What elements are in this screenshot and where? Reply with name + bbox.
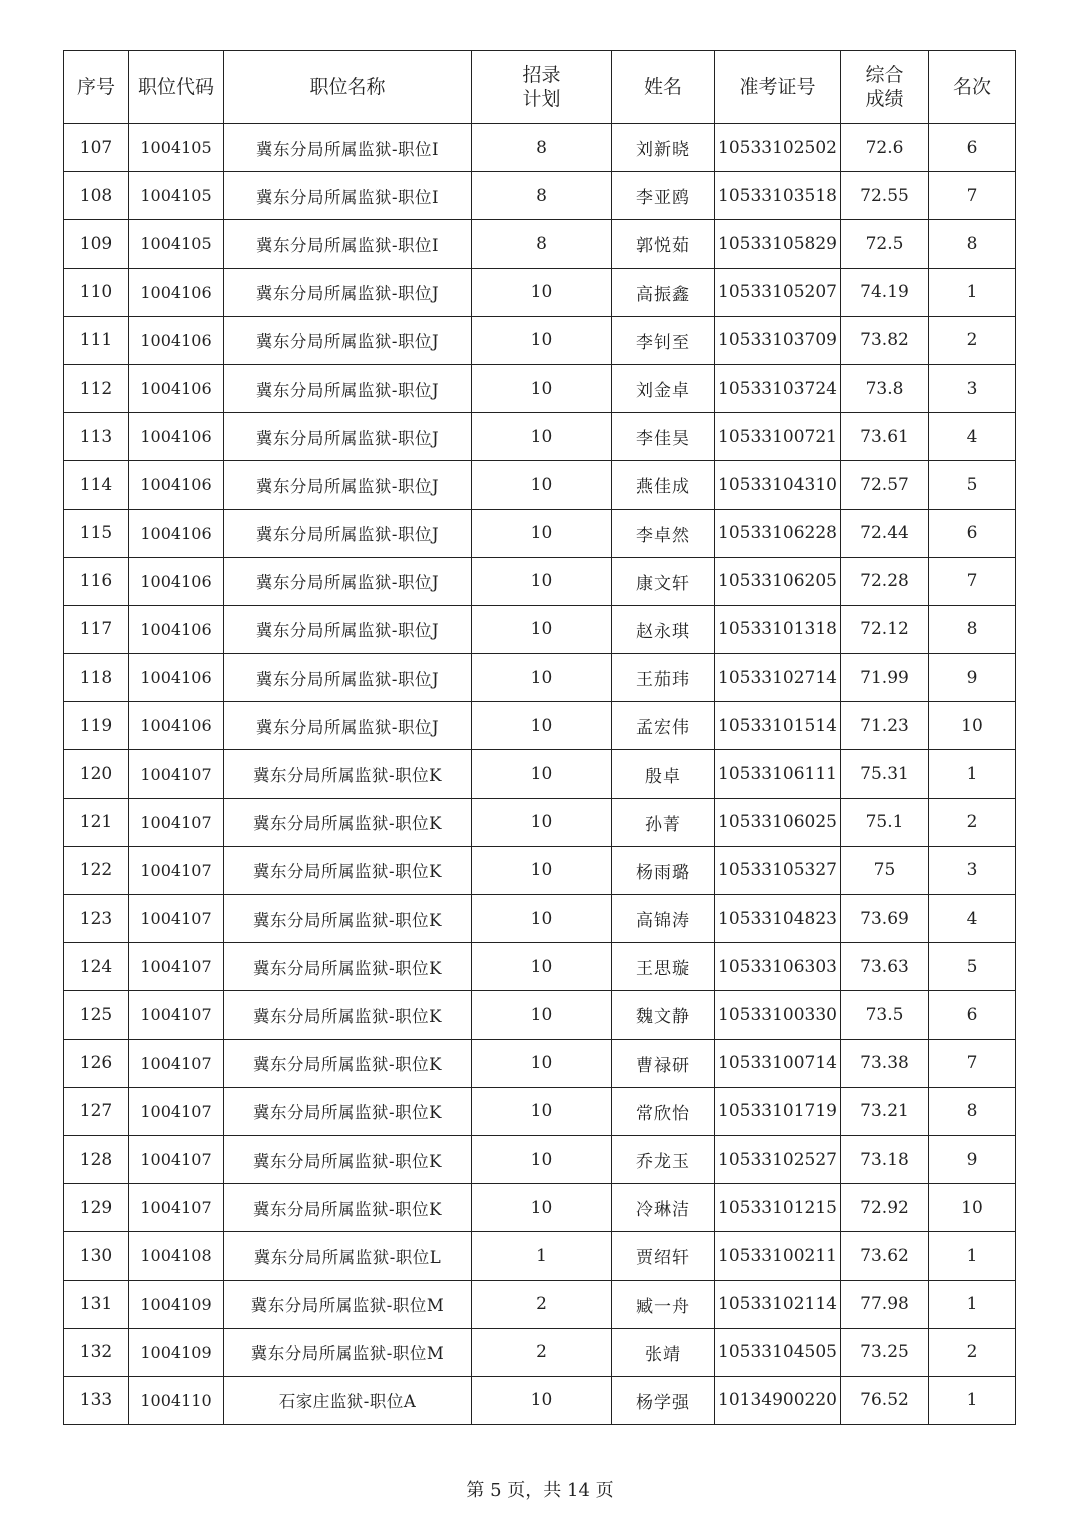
cell-total-score: 72.57 <box>841 461 929 509</box>
cell-seq: 114 <box>64 461 129 509</box>
cell-position-code: 1004106 <box>129 461 224 509</box>
cell-rank: 1 <box>929 1376 1016 1424</box>
cell-seq: 121 <box>64 798 129 846</box>
cell-position-code: 1004108 <box>129 1232 224 1280</box>
cell-position-code: 1004107 <box>129 943 224 991</box>
results-table <box>63 50 1016 1425</box>
cell-position-code: 1004109 <box>129 1328 224 1376</box>
cell-position-name: 冀东分局所属监狱-职位J <box>224 268 472 316</box>
cell-seq: 112 <box>64 364 129 412</box>
cell-exam-number: 10533101719 <box>715 1087 841 1135</box>
cell-total-score: 71.99 <box>841 654 929 702</box>
cell-candidate-name: 杨学强 <box>612 1376 715 1424</box>
cell-seq: 111 <box>64 316 129 364</box>
cell-position-code: 1004106 <box>129 654 224 702</box>
cell-position-name: 冀东分局所属监狱-职位I <box>224 220 472 268</box>
cell-total-score: 73.61 <box>841 413 929 461</box>
cell-rank: 10 <box>929 702 1016 750</box>
cell-position-code: 1004107 <box>129 750 224 798</box>
cell-rank: 2 <box>929 1328 1016 1376</box>
cell-recruit-plan: 10 <box>472 798 612 846</box>
table-row <box>64 1087 1016 1135</box>
cell-total-score: 72.28 <box>841 557 929 605</box>
cell-position-code: 1004107 <box>129 1039 224 1087</box>
table-row <box>64 798 1016 846</box>
table-row <box>64 413 1016 461</box>
cell-seq: 115 <box>64 509 129 557</box>
cell-exam-number: 10533105327 <box>715 846 841 894</box>
cell-position-name: 冀东分局所属监狱-职位K <box>224 750 472 798</box>
cell-position-code: 1004105 <box>129 124 224 172</box>
cell-candidate-name: 高锦涛 <box>612 895 715 943</box>
cell-seq: 108 <box>64 172 129 220</box>
cell-exam-number: 10533104505 <box>715 1328 841 1376</box>
table-row <box>64 124 1016 172</box>
cell-exam-number: 10533103709 <box>715 316 841 364</box>
cell-position-code: 1004105 <box>129 220 224 268</box>
cell-candidate-name: 贾绍轩 <box>612 1232 715 1280</box>
table-row <box>64 220 1016 268</box>
cell-recruit-plan: 10 <box>472 1087 612 1135</box>
cell-exam-number: 10134900220 <box>715 1376 841 1424</box>
table-row <box>64 557 1016 605</box>
cell-position-name: 冀东分局所属监狱-职位J <box>224 702 472 750</box>
cell-recruit-plan: 10 <box>472 509 612 557</box>
cell-total-score: 73.69 <box>841 895 929 943</box>
cell-recruit-plan: 10 <box>472 364 612 412</box>
cell-exam-number: 10533103518 <box>715 172 841 220</box>
cell-position-name: 冀东分局所属监狱-职位K <box>224 846 472 894</box>
cell-recruit-plan: 10 <box>472 991 612 1039</box>
cell-recruit-plan: 10 <box>472 1376 612 1424</box>
cell-total-score: 72.44 <box>841 509 929 557</box>
cell-recruit-plan: 10 <box>472 1135 612 1183</box>
cell-total-score: 73.8 <box>841 364 929 412</box>
cell-exam-number: 10533104310 <box>715 461 841 509</box>
table-row <box>64 461 1016 509</box>
cell-recruit-plan: 10 <box>472 605 612 653</box>
cell-exam-number: 10533106205 <box>715 557 841 605</box>
cell-position-name: 冀东分局所属监狱-职位K <box>224 1039 472 1087</box>
cell-position-name: 冀东分局所属监狱-职位J <box>224 413 472 461</box>
table-row <box>64 991 1016 1039</box>
cell-position-name: 冀东分局所属监狱-职位K <box>224 1184 472 1232</box>
cell-rank: 3 <box>929 846 1016 894</box>
cell-rank: 4 <box>929 413 1016 461</box>
cell-seq: 110 <box>64 268 129 316</box>
cell-position-name: 冀东分局所属监狱-职位I <box>224 124 472 172</box>
cell-recruit-plan: 10 <box>472 943 612 991</box>
cell-rank: 8 <box>929 605 1016 653</box>
cell-rank: 2 <box>929 798 1016 846</box>
header-position-name: 职位名称 <box>224 51 472 124</box>
cell-position-code: 1004107 <box>129 846 224 894</box>
header-position-code: 职位代码 <box>129 51 224 124</box>
table-row <box>64 654 1016 702</box>
cell-candidate-name: 孙菁 <box>612 798 715 846</box>
header-name: 姓名 <box>612 51 715 124</box>
cell-candidate-name: 孟宏伟 <box>612 702 715 750</box>
table-row <box>64 364 1016 412</box>
cell-recruit-plan: 10 <box>472 413 612 461</box>
cell-exam-number: 10533106111 <box>715 750 841 798</box>
cell-seq: 130 <box>64 1232 129 1280</box>
cell-rank: 1 <box>929 268 1016 316</box>
cell-position-name: 冀东分局所属监狱-职位J <box>224 605 472 653</box>
cell-position-code: 1004107 <box>129 798 224 846</box>
table-row <box>64 268 1016 316</box>
cell-recruit-plan: 8 <box>472 220 612 268</box>
table-row <box>64 1376 1016 1424</box>
cell-position-code: 1004106 <box>129 702 224 750</box>
cell-rank: 9 <box>929 654 1016 702</box>
cell-position-code: 1004109 <box>129 1280 224 1328</box>
cell-candidate-name: 曹禄研 <box>612 1039 715 1087</box>
cell-position-name: 冀东分局所属监狱-职位K <box>224 991 472 1039</box>
cell-candidate-name: 李钊至 <box>612 316 715 364</box>
cell-total-score: 75.31 <box>841 750 929 798</box>
cell-candidate-name: 王茄玮 <box>612 654 715 702</box>
cell-position-name: 冀东分局所属监狱-职位J <box>224 364 472 412</box>
cell-exam-number: 10533105207 <box>715 268 841 316</box>
cell-position-code: 1004110 <box>129 1376 224 1424</box>
header-seq: 序号 <box>64 51 129 124</box>
cell-seq: 118 <box>64 654 129 702</box>
cell-seq: 117 <box>64 605 129 653</box>
table-row <box>64 750 1016 798</box>
cell-rank: 2 <box>929 316 1016 364</box>
cell-position-name: 冀东分局所属监狱-职位J <box>224 654 472 702</box>
cell-recruit-plan: 10 <box>472 461 612 509</box>
header-total-score: 综合 成绩 <box>841 51 929 124</box>
table-header-row <box>64 51 1016 124</box>
table-row <box>64 509 1016 557</box>
cell-exam-number: 10533102714 <box>715 654 841 702</box>
cell-seq: 122 <box>64 846 129 894</box>
cell-seq: 113 <box>64 413 129 461</box>
table-body <box>64 124 1016 1425</box>
header-recruit-plan: 招录 计划 <box>472 51 612 124</box>
cell-recruit-plan: 10 <box>472 1039 612 1087</box>
cell-recruit-plan: 10 <box>472 557 612 605</box>
cell-position-code: 1004107 <box>129 1135 224 1183</box>
cell-candidate-name: 刘金卓 <box>612 364 715 412</box>
cell-seq: 107 <box>64 124 129 172</box>
cell-candidate-name: 魏文静 <box>612 991 715 1039</box>
cell-candidate-name: 赵永琪 <box>612 605 715 653</box>
cell-rank: 1 <box>929 1232 1016 1280</box>
cell-total-score: 72.5 <box>841 220 929 268</box>
cell-exam-number: 10533102527 <box>715 1135 841 1183</box>
cell-seq: 131 <box>64 1280 129 1328</box>
table-row <box>64 605 1016 653</box>
cell-seq: 125 <box>64 991 129 1039</box>
cell-total-score: 73.5 <box>841 991 929 1039</box>
cell-exam-number: 10533100721 <box>715 413 841 461</box>
cell-candidate-name: 李卓然 <box>612 509 715 557</box>
cell-rank: 5 <box>929 461 1016 509</box>
cell-position-code: 1004106 <box>129 364 224 412</box>
table-row <box>64 1184 1016 1232</box>
cell-candidate-name: 殷卓 <box>612 750 715 798</box>
cell-recruit-plan: 10 <box>472 654 612 702</box>
cell-position-name: 冀东分局所属监狱-职位J <box>224 557 472 605</box>
cell-seq: 119 <box>64 702 129 750</box>
cell-position-code: 1004107 <box>129 1087 224 1135</box>
cell-rank: 3 <box>929 364 1016 412</box>
cell-position-name: 冀东分局所属监狱-职位K <box>224 895 472 943</box>
cell-recruit-plan: 10 <box>472 846 612 894</box>
cell-rank: 8 <box>929 220 1016 268</box>
cell-exam-number: 10533102502 <box>715 124 841 172</box>
cell-candidate-name: 李亚鸥 <box>612 172 715 220</box>
cell-position-code: 1004106 <box>129 557 224 605</box>
cell-position-code: 1004107 <box>129 991 224 1039</box>
cell-seq: 116 <box>64 557 129 605</box>
cell-candidate-name: 常欣怡 <box>612 1087 715 1135</box>
table-row <box>64 1328 1016 1376</box>
page-footer: 第 5 页，共 14 页 <box>466 1480 614 1501</box>
cell-exam-number: 10533106025 <box>715 798 841 846</box>
cell-total-score: 73.18 <box>841 1135 929 1183</box>
header-rank: 名次 <box>929 51 1016 124</box>
cell-seq: 123 <box>64 895 129 943</box>
cell-seq: 126 <box>64 1039 129 1087</box>
cell-seq: 129 <box>64 1184 129 1232</box>
cell-candidate-name: 杨雨璐 <box>612 846 715 894</box>
cell-rank: 6 <box>929 991 1016 1039</box>
cell-candidate-name: 张靖 <box>612 1328 715 1376</box>
cell-recruit-plan: 10 <box>472 895 612 943</box>
cell-position-name: 冀东分局所属监狱-职位J <box>224 461 472 509</box>
cell-position-name: 冀东分局所属监狱-职位K <box>224 943 472 991</box>
cell-position-code: 1004107 <box>129 1184 224 1232</box>
table-row <box>64 1232 1016 1280</box>
cell-position-name: 冀东分局所属监狱-职位L <box>224 1232 472 1280</box>
cell-recruit-plan: 1 <box>472 1232 612 1280</box>
cell-candidate-name: 康文轩 <box>612 557 715 605</box>
cell-exam-number: 10533100330 <box>715 991 841 1039</box>
cell-recruit-plan: 10 <box>472 1184 612 1232</box>
header-exam-number: 准考证号 <box>715 51 841 124</box>
table-row <box>64 702 1016 750</box>
cell-candidate-name: 高振鑫 <box>612 268 715 316</box>
cell-total-score: 72.12 <box>841 605 929 653</box>
cell-exam-number: 10533101215 <box>715 1184 841 1232</box>
cell-seq: 109 <box>64 220 129 268</box>
cell-exam-number: 10533106228 <box>715 509 841 557</box>
cell-total-score: 75 <box>841 846 929 894</box>
cell-recruit-plan: 2 <box>472 1328 612 1376</box>
cell-total-score: 73.38 <box>841 1039 929 1087</box>
cell-candidate-name: 燕佳成 <box>612 461 715 509</box>
cell-recruit-plan: 10 <box>472 750 612 798</box>
cell-exam-number: 10533105829 <box>715 220 841 268</box>
cell-rank: 7 <box>929 557 1016 605</box>
cell-exam-number: 10533100714 <box>715 1039 841 1087</box>
table-row <box>64 1039 1016 1087</box>
cell-rank: 1 <box>929 750 1016 798</box>
table-row <box>64 1280 1016 1328</box>
cell-seq: 127 <box>64 1087 129 1135</box>
cell-rank: 1 <box>929 1280 1016 1328</box>
cell-rank: 7 <box>929 172 1016 220</box>
table-row <box>64 1135 1016 1183</box>
cell-position-name: 冀东分局所属监狱-职位I <box>224 172 472 220</box>
cell-total-score: 74.19 <box>841 268 929 316</box>
cell-seq: 133 <box>64 1376 129 1424</box>
cell-recruit-plan: 2 <box>472 1280 612 1328</box>
cell-rank: 4 <box>929 895 1016 943</box>
cell-rank: 9 <box>929 1135 1016 1183</box>
cell-position-code: 1004106 <box>129 605 224 653</box>
cell-position-name: 冀东分局所属监狱-职位K <box>224 1087 472 1135</box>
cell-exam-number: 10533100211 <box>715 1232 841 1280</box>
cell-total-score: 73.82 <box>841 316 929 364</box>
cell-position-name: 冀东分局所属监狱-职位K <box>224 1135 472 1183</box>
cell-candidate-name: 刘新晓 <box>612 124 715 172</box>
cell-seq: 124 <box>64 943 129 991</box>
cell-total-score: 73.63 <box>841 943 929 991</box>
cell-rank: 7 <box>929 1039 1016 1087</box>
cell-recruit-plan: 10 <box>472 268 612 316</box>
table-row <box>64 316 1016 364</box>
cell-exam-number: 10533104823 <box>715 895 841 943</box>
cell-seq: 132 <box>64 1328 129 1376</box>
cell-position-name: 冀东分局所属监狱-职位J <box>224 509 472 557</box>
cell-total-score: 75.1 <box>841 798 929 846</box>
cell-position-name: 冀东分局所属监狱-职位M <box>224 1280 472 1328</box>
cell-position-name: 冀东分局所属监狱-职位J <box>224 316 472 364</box>
cell-total-score: 73.25 <box>841 1328 929 1376</box>
cell-total-score: 73.62 <box>841 1232 929 1280</box>
cell-recruit-plan: 8 <box>472 172 612 220</box>
cell-total-score: 73.21 <box>841 1087 929 1135</box>
cell-seq: 128 <box>64 1135 129 1183</box>
cell-recruit-plan: 10 <box>472 702 612 750</box>
cell-position-name: 石家庄监狱-职位A <box>224 1376 472 1424</box>
cell-total-score: 72.92 <box>841 1184 929 1232</box>
cell-exam-number: 10533103724 <box>715 364 841 412</box>
cell-exam-number: 10533101514 <box>715 702 841 750</box>
cell-candidate-name: 乔龙玉 <box>612 1135 715 1183</box>
cell-candidate-name: 臧一舟 <box>612 1280 715 1328</box>
cell-position-code: 1004107 <box>129 895 224 943</box>
cell-exam-number: 10533106303 <box>715 943 841 991</box>
table-row <box>64 943 1016 991</box>
cell-exam-number: 10533101318 <box>715 605 841 653</box>
cell-rank: 10 <box>929 1184 1016 1232</box>
cell-recruit-plan: 8 <box>472 124 612 172</box>
cell-candidate-name: 冷琳洁 <box>612 1184 715 1232</box>
cell-candidate-name: 王思璇 <box>612 943 715 991</box>
table-row <box>64 846 1016 894</box>
cell-position-code: 1004106 <box>129 316 224 364</box>
cell-rank: 6 <box>929 124 1016 172</box>
cell-seq: 120 <box>64 750 129 798</box>
table-row <box>64 895 1016 943</box>
table-row <box>64 172 1016 220</box>
cell-rank: 8 <box>929 1087 1016 1135</box>
cell-position-code: 1004105 <box>129 172 224 220</box>
cell-rank: 5 <box>929 943 1016 991</box>
cell-candidate-name: 李佳昊 <box>612 413 715 461</box>
cell-position-code: 1004106 <box>129 413 224 461</box>
cell-candidate-name: 郭悦茹 <box>612 220 715 268</box>
cell-total-score: 72.6 <box>841 124 929 172</box>
cell-total-score: 71.23 <box>841 702 929 750</box>
cell-rank: 6 <box>929 509 1016 557</box>
cell-total-score: 72.55 <box>841 172 929 220</box>
cell-position-code: 1004106 <box>129 509 224 557</box>
cell-recruit-plan: 10 <box>472 316 612 364</box>
cell-position-code: 1004106 <box>129 268 224 316</box>
cell-total-score: 76.52 <box>841 1376 929 1424</box>
cell-total-score: 77.98 <box>841 1280 929 1328</box>
cell-position-name: 冀东分局所属监狱-职位M <box>224 1328 472 1376</box>
cell-position-name: 冀东分局所属监狱-职位K <box>224 798 472 846</box>
cell-exam-number: 10533102114 <box>715 1280 841 1328</box>
